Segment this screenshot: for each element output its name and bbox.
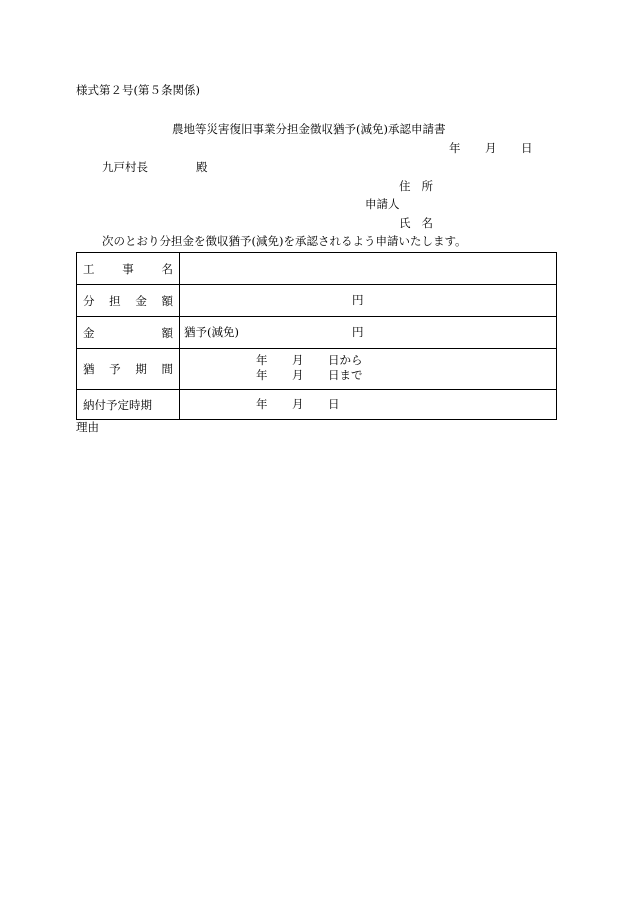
amount-value[interactable] <box>180 317 557 349</box>
payment-schedule-value[interactable] <box>180 390 557 420</box>
yen-unit: 円 <box>352 325 364 339</box>
from-month: 月 <box>292 353 304 367</box>
payment-day: 日 <box>328 397 340 411</box>
label-char: 間 <box>161 362 173 376</box>
deferral-prefix: 猶予(減免) <box>184 325 239 339</box>
construction-name-label <box>77 253 180 285</box>
label-char: 額 <box>161 293 173 308</box>
to-day: 日まで <box>328 368 363 382</box>
label-char: 分 <box>83 293 95 308</box>
yen-unit: 円 <box>352 293 364 307</box>
label-char: 期 <box>135 362 147 376</box>
application-table <box>76 252 557 420</box>
deferral-period-label <box>77 349 180 390</box>
share-amount-value[interactable] <box>180 285 557 317</box>
label-char: 予 <box>109 362 121 376</box>
payment-month: 月 <box>292 397 304 411</box>
honorific: 殿 <box>196 160 208 174</box>
date-month-label: 月 <box>485 141 497 155</box>
date-day-label: 日 <box>521 141 533 155</box>
form-number-label: 様式第２号(第５条関係) <box>76 83 200 97</box>
construction-name-value[interactable] <box>180 253 557 285</box>
amount-label <box>77 317 180 349</box>
date-year-label: 年 <box>449 141 461 155</box>
label-char: 名 <box>161 261 173 276</box>
label-char: 額 <box>161 325 173 340</box>
intro-text: 次のとおり分担金を徴収猶予(減免)を承認されるよう申請いたします。 <box>102 234 467 248</box>
from-day: 日から <box>328 353 363 367</box>
label-char: 事 <box>122 261 134 276</box>
table-row-amount <box>77 317 557 349</box>
applicant-label: 申請人 <box>365 197 400 211</box>
address-label: 住所 <box>399 179 444 193</box>
table-row-construction-name <box>77 253 557 285</box>
table-row-payment-schedule <box>77 390 557 420</box>
from-year: 年 <box>256 353 268 367</box>
payment-year: 年 <box>256 397 268 411</box>
addressee: 九戸村長 <box>102 160 148 174</box>
to-year: 年 <box>256 368 268 382</box>
payment-schedule-label <box>77 390 180 420</box>
name-label: 氏名 <box>399 216 444 230</box>
document-title: 農地等災害復旧事業分担金徴収猶予(減免)承認申請書 <box>172 122 446 136</box>
label-char: 担 <box>109 293 121 308</box>
label-char: 金 <box>135 293 147 308</box>
reason-label: 理由 <box>76 420 99 434</box>
to-month: 月 <box>292 368 304 382</box>
label-char: 工 <box>83 261 95 276</box>
table-row-share-amount <box>77 285 557 317</box>
label-char: 金 <box>83 325 95 340</box>
share-amount-label <box>77 285 180 317</box>
deferral-period-value[interactable] <box>180 349 557 390</box>
payment-schedule-label-text: 納付予定時期 <box>83 397 152 412</box>
table-row-deferral-period <box>77 349 557 390</box>
label-char: 猶 <box>83 362 95 376</box>
